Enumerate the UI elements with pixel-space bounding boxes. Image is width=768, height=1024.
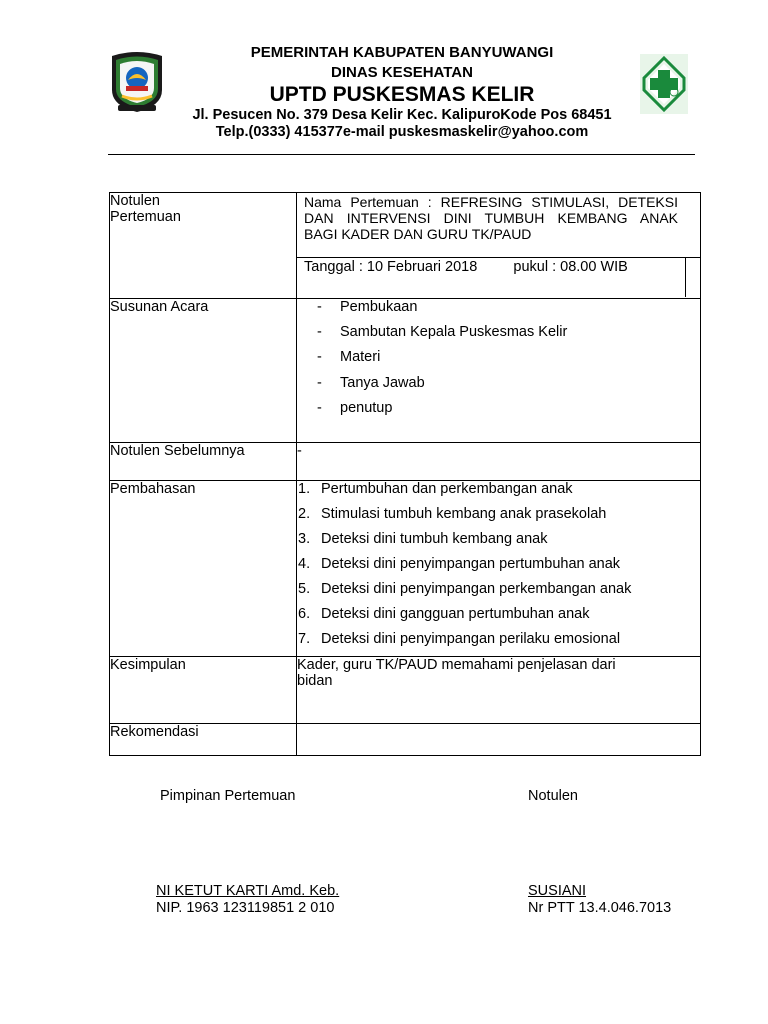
letterhead-institution: UPTD PUSKESMAS KELIR (269, 83, 535, 106)
previous-minutes-value: - (297, 443, 701, 481)
table-row (110, 193, 701, 299)
discussion-item-text: Stimulasi tumbuh kembang anak prasekolah (321, 506, 607, 522)
agenda-item (317, 324, 700, 349)
discussion-item (297, 481, 700, 506)
table-row (110, 657, 701, 724)
chair-name: NI KETUT KARTI Amd. Keb. (156, 883, 340, 899)
secretary-title: Notulen (528, 788, 578, 804)
discussion-item-number: 4. (298, 556, 311, 572)
discussion-item-text: Deteksi dini gangguan pertumbuhan anak (321, 606, 590, 622)
secretary-id: Nr PTT 13.4.046.7013 (528, 900, 672, 916)
letterhead-address: Jl. Pesucen No. 379 Desa Kelir Kec. KalipuroKode Pos 68451 (192, 107, 612, 123)
discussion-item-text: Deteksi dini penyimpangan perkembangan anak (321, 581, 632, 597)
letterhead-department: DINAS KESEHATAN (331, 64, 473, 81)
discussion-item-number: 5. (298, 581, 311, 597)
discussion-item-number: 3. (298, 531, 311, 547)
puskesmas-cross-icon (640, 54, 688, 114)
recommendation-label: Rekomendasi (110, 724, 297, 756)
discussion-item (297, 506, 700, 531)
meeting-name-line1: Nama Pertemuan : REFRESING STIMULASI, DETEKSI (304, 194, 678, 210)
table-row (110, 481, 701, 657)
banyuwangi-emblem-icon (108, 50, 166, 114)
chair-id: NIP. 1963 123119851 2 010 (156, 900, 335, 916)
agenda-item (317, 375, 700, 400)
agenda-item-text: Tanya Jawab (340, 374, 425, 391)
agenda-bullet: - (317, 324, 322, 341)
agenda-bullet: - (317, 399, 322, 416)
letterhead-divider (108, 154, 695, 155)
discussion-label: Pembahasan (110, 481, 297, 657)
letterhead-government: PEMERINTAH KABUPATEN BANYUWANGI (250, 44, 554, 61)
table-row (110, 443, 701, 481)
agenda-item-text: Materi (340, 349, 381, 366)
discussion-item (297, 606, 700, 631)
date-cell-divider (685, 258, 686, 297)
discussion-item (297, 531, 700, 556)
conclusion-label: Kesimpulan (110, 657, 297, 724)
agenda-bullet: - (317, 374, 322, 391)
agenda-bullet: - (317, 349, 322, 366)
discussion-item-text: Deteksi dini tumbuh kembang anak (321, 531, 548, 547)
letterhead-contact: Telp.(0333) 415377e-mail puskesmaskelir@yahoo.com (215, 124, 589, 140)
table-row (110, 724, 701, 756)
secretary-name: SUSIANI (528, 883, 587, 899)
agenda-item-text: Pembukaan (340, 299, 418, 315)
meeting-name-line3: BAGI KADER DAN GURU TK/PAUD (304, 226, 532, 242)
conclusion-cell (297, 657, 701, 724)
agenda-bullet: - (317, 299, 322, 315)
agenda-item-text: penutup (340, 399, 393, 416)
discussion-item-number: 6. (298, 606, 311, 622)
agenda-item (317, 299, 700, 324)
meeting-name (297, 193, 700, 258)
meeting-name-line2: DAN INTERVENSI DINI TUMBUH KEMBANG ANAK (304, 210, 678, 226)
meeting-time: pukul : 08.00 WIB (513, 259, 628, 275)
discussion-item-number: 1. (298, 481, 311, 497)
notulen-label-cell (110, 193, 297, 299)
chair-title: Pimpinan Pertemuan (160, 788, 296, 804)
meeting-info-cell (297, 193, 701, 299)
table-row (110, 299, 701, 443)
notulen-label-line1: Notulen (110, 193, 160, 209)
discussion-item-number: 2. (298, 506, 311, 522)
agenda-item (317, 400, 700, 425)
recommendation-value (297, 724, 701, 756)
notulen-label-line2: Pertemuan (110, 209, 181, 225)
discussion-item-number: 7. (298, 631, 311, 647)
previous-minutes-label: Notulen Sebelumnya (110, 443, 297, 481)
discussion-list (297, 481, 700, 656)
agenda-list (297, 299, 700, 425)
minutes-table (109, 192, 701, 756)
discussion-item-text: Deteksi dini penyimpangan pertumbuhan anak (321, 556, 621, 572)
discussion-cell (297, 481, 701, 657)
agenda-item-text: Sambutan Kepala Puskesmas Kelir (340, 324, 568, 341)
conclusion-line2: bidan (297, 673, 333, 689)
agenda-cell (297, 299, 701, 443)
discussion-item-text: Pertumbuhan dan perkembangan anak (321, 481, 573, 497)
meeting-date-row (297, 258, 700, 298)
conclusion-line1: Kader, guru TK/PAUD memahami penjelasan dari (297, 657, 616, 673)
agenda-item (317, 349, 700, 374)
discussion-item-text: Deteksi dini penyimpangan perilaku emosional (321, 631, 621, 647)
discussion-item (297, 581, 700, 606)
discussion-item (297, 631, 700, 656)
agenda-label: Susunan Acara (110, 299, 297, 443)
meeting-date: Tanggal : 10 Februari 2018 (304, 259, 478, 275)
discussion-item (297, 556, 700, 581)
